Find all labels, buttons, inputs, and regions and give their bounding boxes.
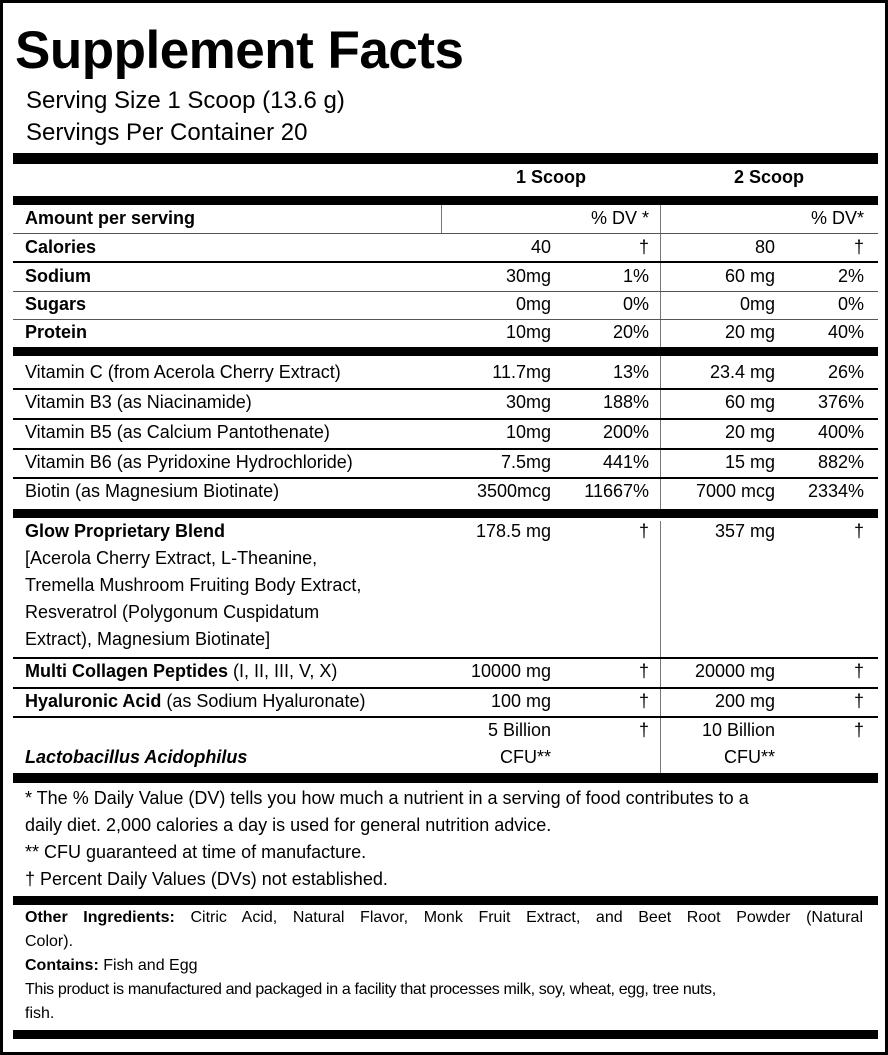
dv-2-scoop: † <box>853 661 864 681</box>
amount-2-scoop: 20 mg <box>724 322 775 342</box>
row-divider <box>13 448 878 450</box>
footnote-dv-cont: daily diet. 2,000 calories a day is used for general nutrition advice. <box>25 815 552 835</box>
column-header-1-scoop: 1 Scoop <box>515 167 586 187</box>
dv-1-scoop: 11667% <box>584 481 649 501</box>
nutrient-name: Sugars <box>25 294 87 314</box>
dv-header-1: % DV * <box>590 208 649 228</box>
dv-1-scoop: † <box>638 661 649 681</box>
amount-1-scoop: 7.5mg <box>500 452 551 472</box>
dv-2-scoop: 882% <box>817 452 864 472</box>
divider-thick <box>13 347 878 356</box>
blend-ingredients-line: Resveratrol (Polygonum Cuspidatum <box>25 602 320 622</box>
contains-text: Fish and Egg <box>98 957 198 974</box>
dv-2-scoop: 376% <box>817 392 864 412</box>
divider-thick <box>13 896 878 905</box>
amount-1-scoop: 3500mcg <box>476 481 551 501</box>
lactobacillus-name: Lactobacillus Acidophilus <box>25 747 248 767</box>
amount-1-scoop: 100 mg <box>490 691 551 711</box>
amount-2-scoop-line1: 10 Billion <box>701 720 775 740</box>
amount-2-scoop: 15 mg <box>724 452 775 472</box>
dv-2-scoop: † <box>853 237 864 257</box>
nutrient-name: Biotin (as Magnesium Biotinate) <box>25 481 280 501</box>
footnote-dv: * The % Daily Value (DV) tells you how much a nutrient in a serving of food contributes to a <box>25 788 749 808</box>
dv-2-scoop: 400% <box>817 422 864 442</box>
dv-2-scoop: 2334% <box>807 481 864 501</box>
amount-1-scoop-line2: CFU** <box>499 747 551 767</box>
amount-2-scoop: 80 <box>754 237 775 257</box>
divider-thick <box>13 509 878 518</box>
supplement-facts-label <box>3 3 885 1052</box>
dv-header-2: % DV* <box>810 208 864 228</box>
amount-1-scoop: 11.7mg <box>492 362 551 382</box>
nutrient-name: Protein <box>25 322 88 342</box>
dv-1-scoop: 13% <box>612 362 649 382</box>
dv-1-scoop: 200% <box>602 422 649 442</box>
other-ingredients-section <box>25 906 863 1026</box>
amount-1-scoop: 40 <box>530 237 551 257</box>
column-divider <box>660 205 661 347</box>
blend-ingredients-line: Tremella Mushroom Fruiting Body Extract, <box>25 575 362 595</box>
divider-thick <box>13 196 878 205</box>
nutrient-name: Sodium <box>25 266 91 286</box>
row-divider <box>13 477 878 479</box>
dv-2-scoop: 40% <box>827 322 864 342</box>
amount-2-scoop: 60 mg <box>724 392 775 412</box>
nutrient-name: Calories <box>25 237 97 257</box>
amount-1-scoop: 10000 mg <box>470 661 551 681</box>
amount-1-scoop: 10mg <box>505 322 551 342</box>
dv-2-scoop: † <box>853 720 864 740</box>
row-divider <box>13 261 878 263</box>
hyaluronic-name: Hyaluronic Acid <box>25 691 162 711</box>
amount-1-scoop: 10mg <box>505 422 551 442</box>
amount-2-scoop: 20 mg <box>724 422 775 442</box>
row-divider <box>13 233 878 234</box>
dv-1-scoop: 1% <box>622 266 649 286</box>
collagen-name: Multi Collagen Peptides <box>25 661 229 681</box>
collagen-name-cell <box>25 660 337 682</box>
amount-2-scoop: 20000 mg <box>694 661 775 681</box>
nutrient-name: Vitamin C (from Acerola Cherry Extract) <box>25 362 341 382</box>
column-divider <box>660 521 661 773</box>
servings-per-container: Servings Per Container 20 <box>26 119 308 146</box>
dv-1-scoop: † <box>638 521 649 541</box>
dv-2-scoop: 26% <box>827 362 864 382</box>
amount-1-scoop: 0mg <box>515 294 551 314</box>
dv-1-scoop: 20% <box>612 322 649 342</box>
other-ingredients-text: Citric Acid, Natural Flavor, Monk Fruit Extract, and Beet Root Powder (Natural <box>174 909 863 926</box>
footnote-dagger: † Percent Daily Values (DVs) not established. <box>25 869 388 889</box>
column-header-2-scoop: 2 Scoop <box>733 167 804 187</box>
other-ingredients-line <box>25 906 863 930</box>
amount-1-scoop: 30mg <box>505 266 551 286</box>
divider-thick <box>13 153 878 164</box>
dv-1-scoop: † <box>638 237 649 257</box>
column-divider <box>660 355 661 513</box>
blend-ingredients-line: [Acerola Cherry Extract, L-Theanine, <box>25 548 318 568</box>
row-divider <box>13 319 878 320</box>
divider-thick <box>13 1030 878 1039</box>
amount-per-serving-header: Amount per serving <box>25 208 196 228</box>
amount-2-scoop: 60 mg <box>724 266 775 286</box>
dv-1-scoop: † <box>638 720 649 740</box>
dv-1-scoop: 188% <box>602 392 649 412</box>
amount-2-scoop: 23.4 mg <box>709 362 775 382</box>
nutrient-name: Vitamin B3 (as Niacinamide) <box>25 392 252 412</box>
blend-name: Glow Proprietary Blend <box>25 521 226 541</box>
hyaluronic-name-cell <box>25 690 365 712</box>
dv-1-scoop: 441% <box>602 452 649 472</box>
label-title: Supplement Facts <box>15 21 464 80</box>
row-divider <box>13 418 878 420</box>
amount-1-scoop-line1: 5 Billion <box>487 720 551 740</box>
amount-1-scoop: 30mg <box>505 392 551 412</box>
dv-1-scoop: † <box>638 691 649 711</box>
amount-2-scoop-line2: CFU** <box>723 747 775 767</box>
row-divider <box>13 716 878 718</box>
amount-2-scoop: 200 mg <box>714 691 775 711</box>
facility-statement-line-2: fish. <box>25 1005 55 1022</box>
amount-1-scoop: 178.5 mg <box>475 521 551 541</box>
amount-2-scoop: 0mg <box>739 294 775 314</box>
contains-label: Contains: <box>25 957 99 974</box>
nutrient-name: Vitamin B5 (as Calcium Pantothenate) <box>25 422 330 442</box>
footnote-cfu: ** CFU guaranteed at time of manufacture. <box>25 842 367 862</box>
dv-2-scoop: † <box>853 691 864 711</box>
blend-ingredients-line: Extract), Magnesium Biotinate] <box>25 629 271 649</box>
collagen-detail: (I, II, III, V, X) <box>228 661 338 681</box>
dv-1-scoop: 0% <box>622 294 649 314</box>
divider-thick <box>13 773 878 783</box>
other-ingredients-label: Other Ingredients: <box>25 909 175 926</box>
row-divider <box>13 657 878 659</box>
dv-2-scoop: † <box>853 521 864 541</box>
dv-2-scoop: 2% <box>837 266 864 286</box>
row-divider <box>13 687 878 689</box>
contains-line <box>25 954 863 978</box>
hyaluronic-detail: (as Sodium Hyaluronate) <box>161 691 366 711</box>
nutrient-name: Vitamin B6 (as Pyridoxine Hydrochloride) <box>25 452 353 472</box>
amount-2-scoop: 7000 mcg <box>695 481 775 501</box>
row-divider <box>13 388 878 390</box>
other-ingredients-line-2: Color). <box>25 933 74 950</box>
row-divider <box>13 291 878 292</box>
serving-size: Serving Size 1 Scoop (13.6 g) <box>26 87 345 114</box>
facility-statement: This product is manufactured and packaged in a facility that processes milk, soy, wheat, egg, tree nuts, <box>25 981 716 998</box>
column-divider <box>441 205 442 233</box>
amount-2-scoop: 357 mg <box>714 521 775 541</box>
dv-2-scoop: 0% <box>837 294 864 314</box>
